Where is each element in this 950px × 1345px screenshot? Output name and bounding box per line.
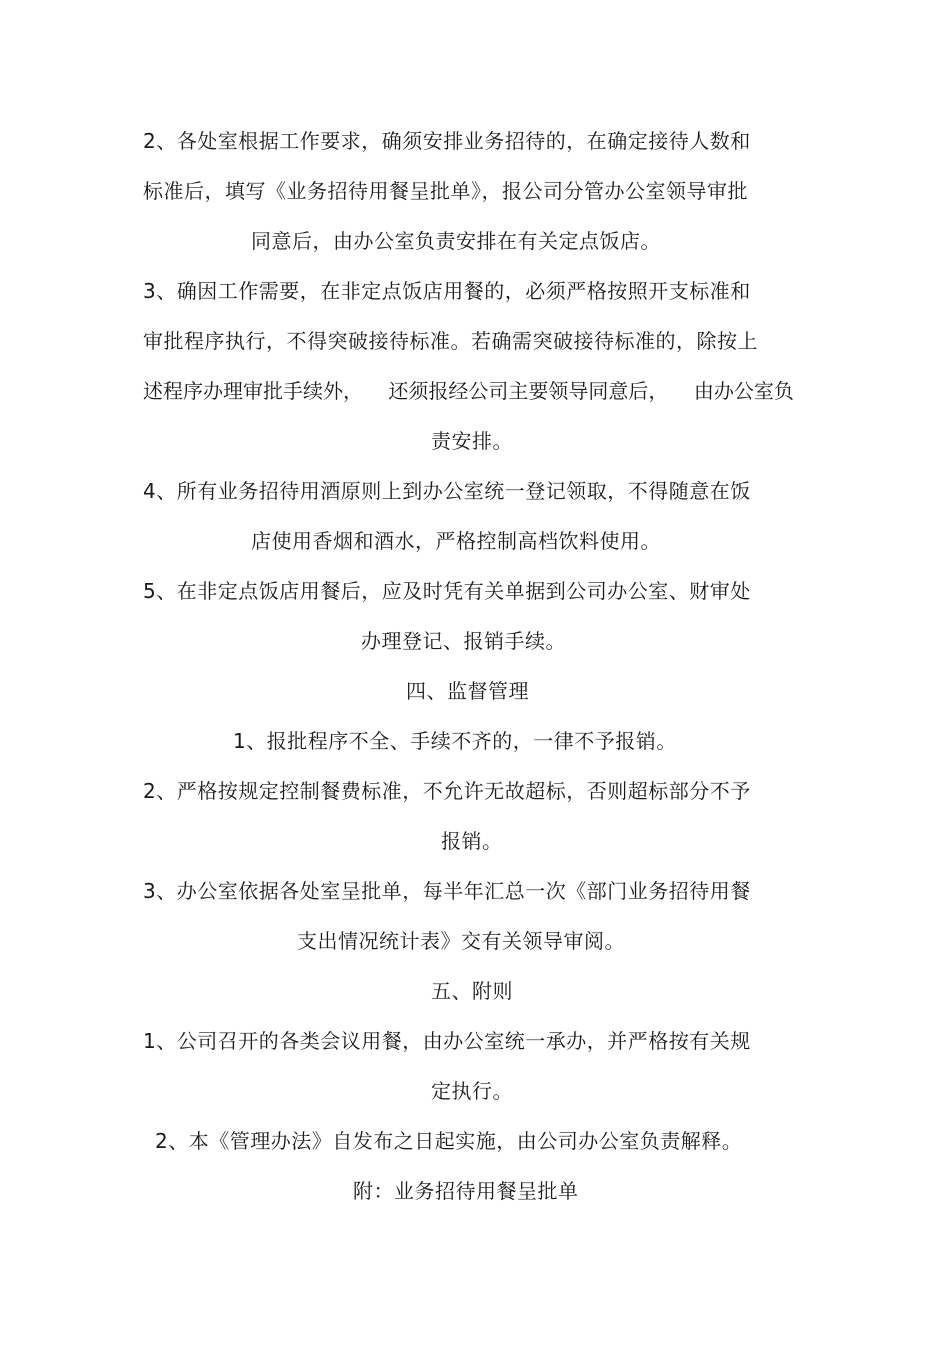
section-heading-5: 五、附则	[431, 979, 513, 1003]
text-line-17: 支出情况统计表》交有关领导审阅。	[297, 929, 625, 953]
text-line-11: 办理登记、报销手续。	[361, 629, 566, 653]
text-line-5: 审批程序执行，不得突破接待标准。若确需突破接待标准的，除按上	[143, 329, 758, 353]
text-line-19: 1、公司召开的各类会议用餐，由办公室统一承办，并严格按有关规	[143, 1029, 751, 1053]
text-line-15: 报销。	[441, 829, 503, 853]
text-line-21: 2、本《管理办法》自发布之日起实施，由公司办公室负责解释。	[155, 1129, 743, 1153]
text-line-16: 3、办公室依据各处室呈批单，每半年汇总一次《部门业务招待用餐	[143, 879, 751, 903]
text-line-4: 3、确因工作需要，在非定点饭店用餐的，必须严格按照开支标准和	[143, 279, 751, 303]
text-line-6: 述程序办理审批手续外， 还须报经公司主要领导同意后， 由办公室负	[143, 379, 794, 403]
text-line-14: 2、严格按规定控制餐费标准，不允许无故超标，否则超标部分不予	[143, 779, 751, 803]
section-heading-4: 四、监督管理	[406, 679, 529, 703]
text-line-10: 5、在非定点饭店用餐后，应及时凭有关单据到公司办公室、财审处	[143, 579, 751, 603]
text-line-7: 责安排。	[431, 429, 513, 453]
text-line-2: 标准后，填写《业务招待用餐呈批单》，报公司分管办公室领导审批	[143, 179, 748, 203]
attachment-note: 附：业务招待用餐呈批单	[353, 1179, 579, 1203]
text-line-20: 定执行。	[431, 1079, 513, 1103]
text-line-13: 1、报批程序不全、手续不齐的，一律不予报销。	[233, 729, 677, 753]
text-line-9: 店使用香烟和酒水，严格控制高档饮料使用。	[251, 529, 661, 553]
text-line-8: 4、所有业务招待用酒原则上到办公室统一登记领取，不得随意在饭	[143, 479, 751, 503]
text-line-1: 2、各处室根据工作要求，确须安排业务招待的，在确定接待人数和	[143, 129, 751, 153]
text-line-3: 同意后，由办公室负责安排在有关定点饭店。	[251, 229, 661, 253]
